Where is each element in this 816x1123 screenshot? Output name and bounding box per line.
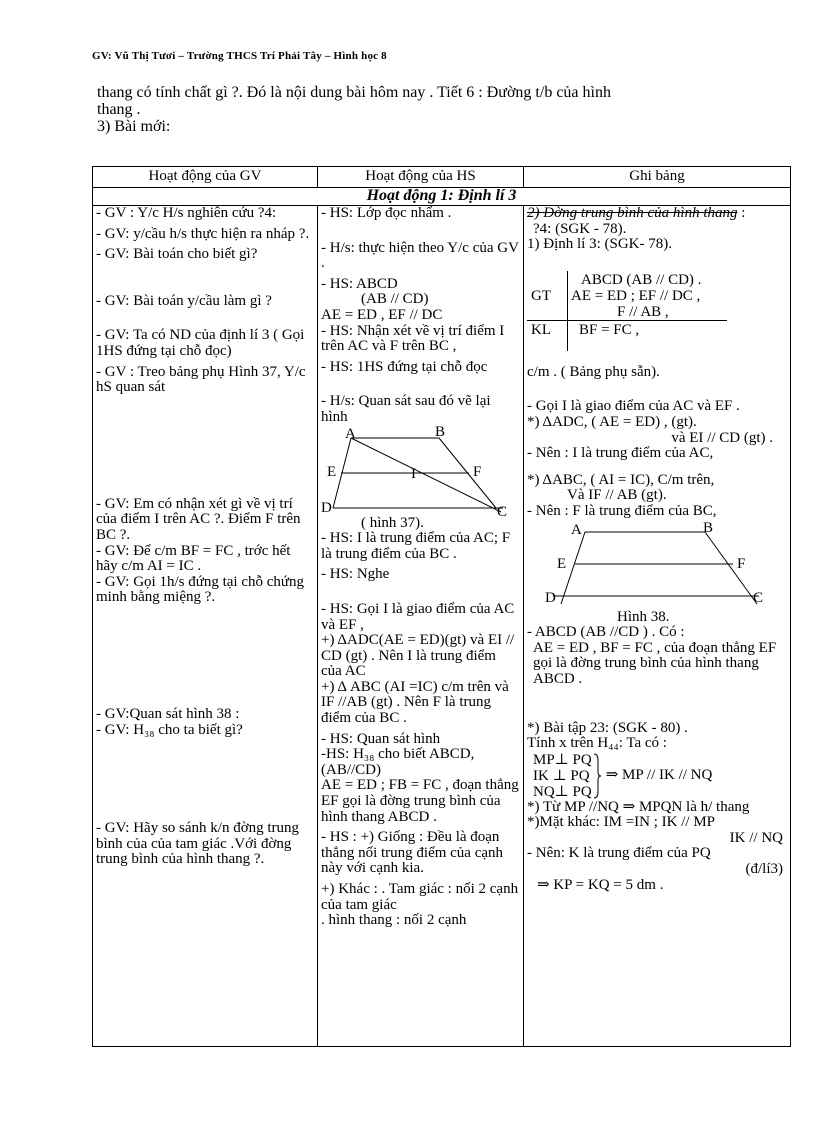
fig38-label-B: B [703, 519, 714, 536]
lesson-table [92, 166, 791, 1047]
hs-item: - HS: Lớp đọc nhẩm . [321, 205, 452, 221]
gb-ex-3: *) Từ MP //NQ ⇒ MPQN là h/ thang [527, 798, 750, 815]
gb-proof-3: và EI // CD (gt) . [671, 429, 773, 446]
fig37-label-D: D [321, 499, 332, 516]
gv-item: - GV: Hãy so sánh k/n đờng trung bình của của tam giác .Với đờng trung bình của hình thang ?. [96, 820, 300, 868]
hs-item: +) ΔADC(AE = ED)(gt) và EI // CD (gt) . Nên I là trung điểm của AC [321, 632, 515, 680]
intro-line-2: thang . [97, 101, 141, 118]
gb-proof-6: Và IF // AB (gt). [567, 487, 667, 504]
fig38-label-A: A [571, 521, 582, 538]
gt-label: GT [531, 287, 551, 304]
hs-item: - H/s: thực hiện theo Y/c của GV . [321, 239, 519, 272]
gb-ik: IK ⊥ PQ [533, 767, 590, 784]
gb-def-2: AE = ED , BF = FC , của đoạn thẳng EF gọi là đờng trung bình của hình thang ABCD . [533, 639, 777, 687]
gt-line-3: F // AB , [617, 303, 669, 320]
col-header-gv: Hoạt động của GV [93, 167, 318, 188]
gt-kl-vertical-divider [567, 271, 568, 351]
hs-item: - HS: ABCD [321, 275, 398, 292]
fig38-label-E: E [557, 555, 567, 572]
fig37-label-E: E [327, 463, 337, 480]
gb-ex-7: (đ/lí3) [745, 861, 783, 878]
gv-item: - GV: Ta có ND của định lí 3 ( Gọi 1HS đứng tại chỗ đọc) [96, 327, 305, 359]
gv-column [93, 206, 318, 1047]
gv-item: - GV: Em có nhận xét gì về vị trí của điểm I trên AC ?. Điểm F trên BC ?. [96, 495, 301, 543]
figure-37 [321, 426, 521, 516]
gb-section-title [527, 206, 787, 222]
ghi-bang-column [524, 206, 791, 1047]
gt-line-2: AE = ED ; EF // DC , [571, 287, 701, 304]
gb-proof-2: *) ΔADC, ( AE = ED) , (gt). [527, 413, 697, 430]
gb-nq: NQ⊥ PQ [533, 783, 592, 800]
hs-item: +) Khác : . Tam giác : nối 2 cạnh của tam giác [321, 881, 519, 913]
gb-mp: MP⊥ PQ [533, 751, 592, 768]
page-header: GV: Vũ Thị Tươi – Trường THCS Trí Phải Tây – Hình học 8 [92, 50, 387, 62]
activity-row [93, 188, 791, 206]
gb-q4: ?4: (SGK - 78). [533, 220, 627, 237]
hs-item: -HS: H₃₈ cho biết ABCD,(AB//CD) [321, 746, 475, 778]
fig38-label-D: D [545, 589, 556, 606]
gb-ex-4: *)Mặt khác: IM =IN ; IK // MP [527, 814, 716, 831]
hs-item: AE = ED ; FB = FC , đoạn thẳng EF gọi là đờng trung bình của hình thang ABCD . [321, 777, 519, 825]
fig37-label-A: A [345, 425, 356, 442]
gv-item: - GV : Treo bảng phụ Hình 37, Y/c hS quan sát [96, 363, 306, 396]
gb-result: ⇒ MP // IK // NQ [605, 766, 713, 783]
gv-item: - GV:Quan sát hình 38 : [96, 705, 240, 722]
gb-fig38-caption: Hình 38. [617, 608, 670, 625]
gb-ex-2: Tính x trên H₄₄: Ta có : [527, 735, 667, 752]
gv-item: - GV: Để c/m BF = FC , trớc hết hãy c/m AI = IC . [96, 542, 291, 575]
fig38-line-BC [705, 532, 757, 604]
hs-item: +) Δ ABC (AI =IC) c/m trên và IF //AB (gt) . Nên F là trung điểm của BC . [321, 678, 509, 727]
activity-title: Hoạt động 1: Định lí 3 [93, 188, 791, 206]
table-header-row [93, 167, 791, 188]
gb-ex-5: IK // NQ [729, 829, 783, 846]
gv-item: - GV : Y/c H/s nghiên cứu ?4: [96, 205, 277, 221]
gb-ex-1: *) Bài tập 23: (SGK - 80) . [527, 719, 688, 736]
hs-item: - H/s: Quan sát sau đó vẽ lại hình [321, 393, 491, 425]
gv-item: - GV: H₃₈ cho ta biết gì? [96, 721, 243, 738]
fig37-label-C: C [497, 503, 508, 516]
col-header-ghi-bang: Ghi bảng [524, 167, 791, 188]
hs-item: - HS: Nghe [321, 566, 390, 583]
right-brace-icon [592, 752, 602, 800]
col-header-hs: Hoạt động của HS [318, 167, 524, 188]
gb-section-2: 2) Đờng trung bình của hình thang [527, 205, 738, 221]
gb-ex-6: - Nên: K là trung điểm của PQ [527, 845, 711, 862]
hs-column [318, 206, 524, 1047]
intro-text [97, 84, 737, 135]
gt-kl-box [527, 271, 787, 351]
fig38-label-F: F [737, 555, 746, 572]
content-row [93, 206, 791, 1047]
gb-cm: c/m . ( Bảng phụ sẵn). [527, 363, 660, 380]
gb-proof-4: - Nên : I là trung điểm của AC, [527, 445, 714, 462]
hs-item: - HS : +) Giống : Đều là đoạn thẳng nối trung điểm của cạnh này với cạnh kia. [321, 829, 504, 877]
fig37-label-F: F [473, 463, 482, 480]
gb-proof-1: - Gọi I là giao điểm của AC và EF . [527, 398, 740, 415]
kl-line-1: BF = FC , [579, 321, 640, 338]
figure-38 [527, 520, 777, 610]
gv-item: - GV: Bài toán y/cầu làm gì ? [96, 292, 272, 309]
kl-label: KL [531, 321, 551, 338]
perpendicular-group [527, 752, 787, 800]
gb-def-1: - ABCD (AB //CD ) . Có : [527, 624, 685, 641]
gv-item: - GV: Bài toán cho biết gì? [96, 246, 258, 263]
hs-item: ( hình 37). [361, 514, 424, 531]
fig38-label-C: C [753, 589, 764, 606]
hs-item: - HS: Nhận xét về vị trí điểm I trên AC và F trên BC , [321, 322, 505, 355]
fig37-label-I: I [411, 465, 416, 482]
gb-section-2-colon: : [737, 205, 746, 221]
gv-item: - GV: y/cầu h/s thực hiện ra nháp ?. [96, 225, 310, 242]
gv-item: - GV: Gọi 1h/s đứng tại chỗ chứng minh bằng miệng ?. [96, 573, 305, 606]
hs-item: (AB // CD) [361, 291, 429, 308]
hs-item: - HS: Gọi I là giao điểm của AC và EF , [321, 600, 515, 633]
hs-item: - HS: 1HS đứng tại chỗ đọc [321, 358, 488, 375]
intro-line-1: thang có tính chất gì ?. Đó là nội dung bài hôm nay . Tiết 6 : Đường t/b của hình [97, 84, 611, 101]
gb-proof-7: - Nên : F là trung điểm của BC, [527, 502, 717, 519]
gb-theorem: 1) Định lí 3: (SGK- 78). [527, 236, 672, 253]
hs-item: - HS: Quan sát hình [321, 730, 441, 747]
gt-line-1: ABCD (AB // CD) . [581, 271, 702, 288]
hs-item: - HS: I là trung điểm của AC; F là trung điểm của BC . [321, 530, 511, 562]
fig37-label-B: B [435, 425, 446, 440]
gb-ex-8: ⇒ KP = KQ = 5 dm . [537, 876, 664, 893]
intro-line-3: 3) Bài mới: [97, 118, 171, 135]
hs-item: AE = ED , EF // DC [321, 306, 443, 323]
gb-proof-5: *) ΔABC, ( AI = IC), C/m trên, [527, 471, 715, 488]
hs-item: . hình thang : nối 2 cạnh [321, 912, 467, 929]
